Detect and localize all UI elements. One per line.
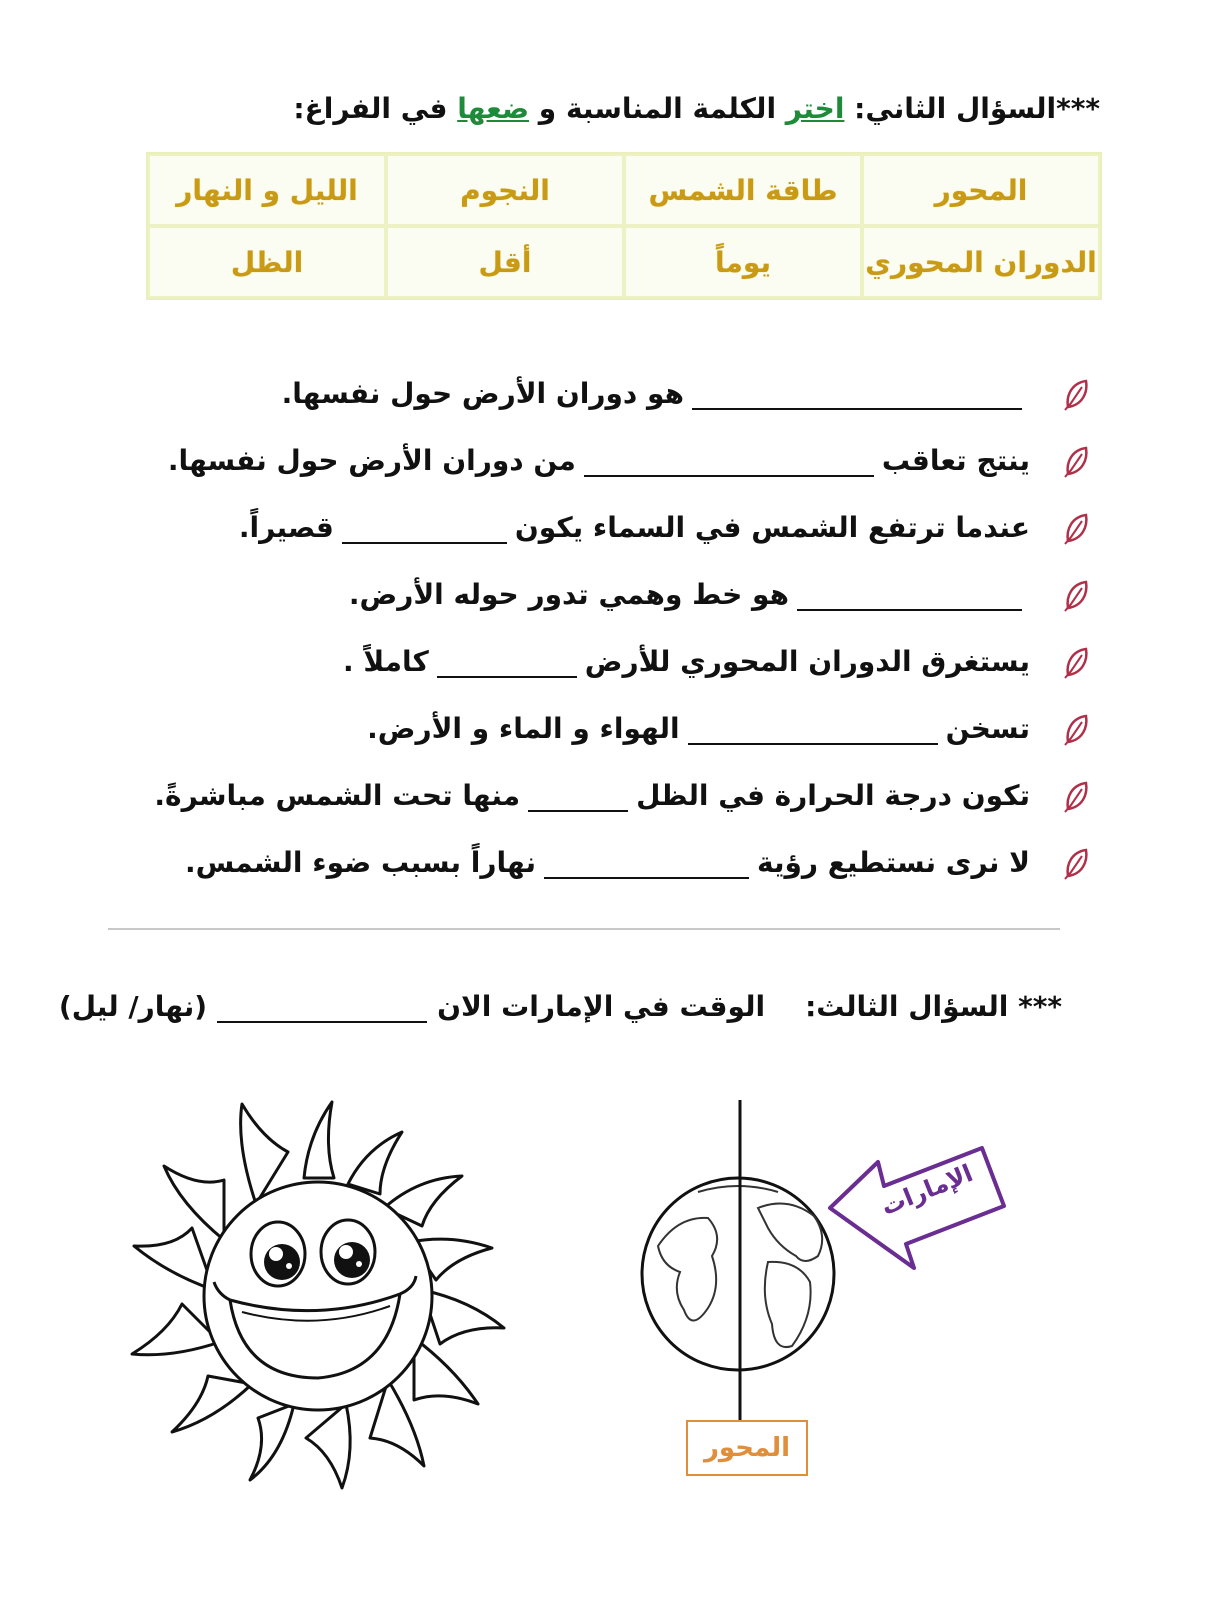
- answer-blank[interactable]: [797, 579, 1022, 611]
- statement-text-after: هو دوران الأرض حول نفسها.: [281, 377, 684, 410]
- word-bank-cell: المحور: [862, 154, 1100, 226]
- answer-blank[interactable]: [437, 646, 577, 678]
- leaf-bullet-icon: [1054, 712, 1100, 746]
- leaf-bullet-icon: [1054, 444, 1100, 478]
- question-2-prefix: ***السؤال الثاني:: [854, 92, 1100, 125]
- answer-blank[interactable]: [544, 847, 749, 879]
- statement-row: [100, 628, 1100, 695]
- answer-blank[interactable]: [528, 780, 628, 812]
- leaf-bullet-icon: [1054, 645, 1100, 679]
- choose-word: اختر: [785, 92, 845, 125]
- earth-globe-illustration: [628, 1096, 848, 1426]
- word-bank-cell: الدوران المحوري: [862, 226, 1100, 298]
- statement-row: [100, 427, 1100, 494]
- statement-text-after: منها تحت الشمس مباشرةً.: [154, 779, 521, 812]
- place-word: ضعها: [457, 92, 530, 125]
- statement-text-before: عندما ترتفع الشمس في السماء يكون: [514, 511, 1030, 544]
- answer-blank[interactable]: [692, 378, 1022, 410]
- answer-blank[interactable]: [688, 713, 938, 745]
- statement-row: [100, 762, 1100, 829]
- answer-blank[interactable]: [217, 991, 427, 1023]
- section-divider: [108, 928, 1060, 930]
- arrow-label-emirates: الإمارات: [877, 1159, 977, 1221]
- statement-text-before: تسخن: [945, 712, 1030, 745]
- statement-text-before: يستغرق الدوران المحوري للأرض: [584, 645, 1030, 678]
- word-bank-cell: طاقة الشمس: [624, 154, 862, 226]
- statement-row: [100, 561, 1100, 628]
- word-bank-cell: النجوم: [386, 154, 624, 226]
- statement-text-before: لا نرى نستطيع رؤية: [757, 846, 1030, 879]
- leaf-bullet-icon: [1054, 846, 1100, 880]
- statement-row: [100, 360, 1100, 427]
- fill-in-statements: [100, 360, 1100, 896]
- question-3: [59, 990, 1062, 1023]
- statement-row: [100, 494, 1100, 561]
- word-bank-cell: الظل: [148, 226, 386, 298]
- leaf-bullet-icon: [1054, 377, 1100, 411]
- statement-row: [100, 829, 1100, 896]
- leaf-bullet-icon: [1054, 779, 1100, 813]
- word-bank-table: [146, 152, 1102, 300]
- question-2-middle: الكلمة المناسبة و: [538, 92, 777, 125]
- question-3-prefix: *** السؤال الثالث:: [805, 990, 1062, 1023]
- answer-blank[interactable]: [584, 445, 874, 477]
- statement-text-before: تكون درجة الحرارة في الظل: [636, 779, 1030, 812]
- question-2-title: [293, 92, 1100, 125]
- statement-text-after: الهواء و الماء و الأرض.: [367, 712, 680, 745]
- statement-text-after: من دوران الأرض حول نفسها.: [167, 444, 576, 477]
- word-bank-cell: الليل و النهار: [148, 154, 386, 226]
- question-3-text: الوقت في الإمارات الان: [437, 990, 766, 1023]
- question-2-suffix: في الفراغ:: [293, 92, 448, 125]
- statement-text-after: هو خط وهمي تدور حوله الأرض.: [348, 578, 789, 611]
- leaf-bullet-icon: [1054, 511, 1100, 545]
- word-bank-cell: أقل: [386, 226, 624, 298]
- statement-row: [100, 695, 1100, 762]
- statement-text-after: كاملاً .: [343, 645, 429, 678]
- sun-illustration: [118, 1096, 518, 1496]
- word-bank-cell: يوماً: [624, 226, 862, 298]
- statement-text-after: نهاراً بسبب ضوء الشمس.: [184, 846, 537, 879]
- statement-text-before: ينتج تعاقب: [881, 444, 1030, 477]
- question-3-options: (نهار/ ليل): [58, 990, 208, 1023]
- statement-text-after: قصيراً.: [238, 511, 334, 544]
- leaf-bullet-icon: [1054, 578, 1100, 612]
- axis-label-box: المحور: [686, 1420, 808, 1476]
- answer-blank[interactable]: [342, 512, 507, 544]
